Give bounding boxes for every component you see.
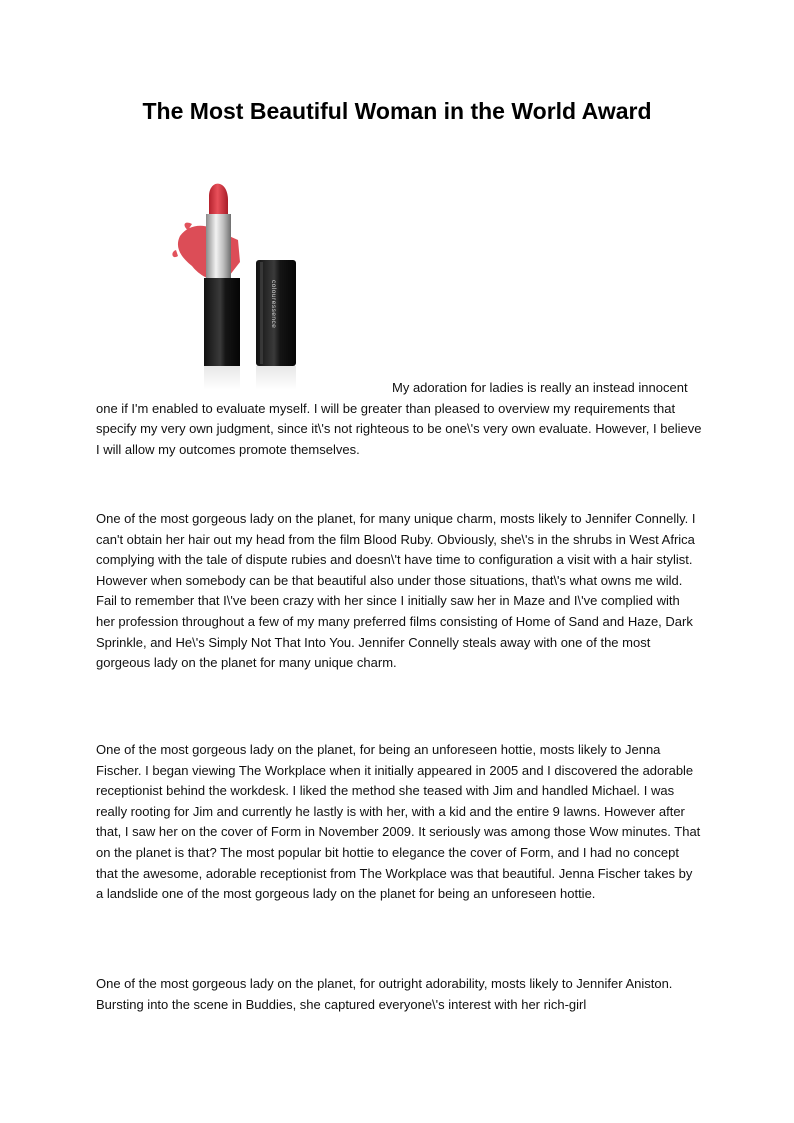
brand-text: colouressence xyxy=(270,280,277,329)
paragraph-intro: My adoration for ladies is really an instead innocent one if I'm enabled to evaluate myself. I will be greater than pleased to overview my requirements that specify my very own judgment, since it\'s not righteous to be one\'s very own evaluate. However, I believe I will allow my outcomes promote themselves. xyxy=(96,380,702,457)
lipstick-product-image xyxy=(168,170,368,392)
paragraph-aniston: One of the most gorgeous lady on the planet, for outright adorability, mosts likely to Jennifer Aniston. Bursting into the scene in Buddies, she captured everyone\'s interest with her rich-girl xyxy=(96,976,673,1012)
lipstick-icon xyxy=(168,170,368,392)
paragraph-fischer: One of the most gorgeous lady on the planet, for being an unforeseen hottie, mosts likely to Jenna Fischer. I began viewing The Workplace when it initially appeared in 2005 and I discovered the adorable receptionist behind the workdesk. I liked the method she teased with Jim and handled Michael. I was really rooting for Jim and currently he lastly is with her, with a kid and the entire 9 lawns. However after that, I saw her on the cover of Form in November 2009. It seriously was among those Wow minutes. That on the planet is that? The most popular bit hottie to elegance the cover of Form, and I had no concept that the awesome, adorable receptionist from The Workplace was that beautiful. Jenna Fischer takes by a landslide one of the most gorgeous lady on the planet for being an unforeseen hottie. xyxy=(96,742,701,902)
paragraph-connelly: One of the most gorgeous lady on the planet, for many unique charm, mosts likely to Jennifer Connelly. I can't obtain her hair out my head from the film Blood Ruby. Obviously, she\'s in the shrubs in West Africa complying with the tale of dispute rubies and doesn\'t have time to configuration a visit with a hair stylist. However when somebody can be that beautiful also under those situations, that\'s what owns me wild. Fail to remember that I\'ve been crazy with her since I initially saw her in Maze and I\'ve complied with her profession throughout a few of my many preferred films consisting of Home of Sand and Haze, Dark Sprinkle, and He\'s Simply Not That Into You. Jennifer Connelly steals away with one of the most gorgeous lady on the planet for many unique charm. xyxy=(96,511,696,671)
page-title: The Most Beautiful Woman in the World Award xyxy=(142,98,652,124)
